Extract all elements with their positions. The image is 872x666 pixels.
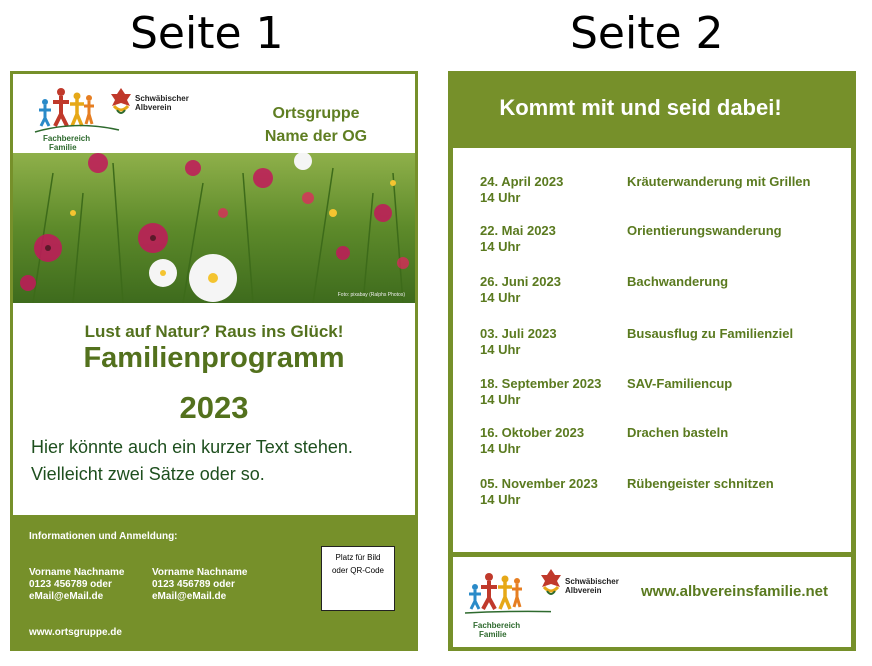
program-year: 2023 — [179, 390, 249, 425]
wildflower-photo — [13, 153, 415, 303]
fachbereich-label: Fachbereich Familie — [43, 134, 91, 152]
event-time: 14 Uhr — [480, 190, 521, 205]
page-1-flyer — [10, 71, 418, 651]
family-figures-icon — [461, 565, 551, 615]
page-1-label: Seite 1 — [130, 8, 284, 59]
sav-logo — [109, 86, 209, 136]
event-time: 14 Uhr — [480, 342, 521, 357]
program-title: Familienprogramm — [83, 342, 345, 374]
intro-text: Hier könnte auch ein kurzer Text stehen. Vielleicht zwei Sätze oder so. — [31, 437, 353, 484]
event-name: SAV-Familiencup — [627, 376, 733, 391]
local-group-title: Ortsgruppe Name der OG — [264, 105, 368, 145]
fachbereich-label: Fachbereich Familie — [473, 621, 521, 639]
sav-emblem-icon — [539, 567, 563, 599]
event-name: Bachwanderung — [627, 274, 729, 289]
event-list — [453, 148, 851, 552]
info-heading: Informationen und Anmeldung: — [29, 531, 178, 542]
family-website: www.albvereinsfamilie.net — [641, 583, 829, 600]
event-name: Drachen basteln — [627, 425, 729, 440]
event-name: Orientierungswanderung — [627, 223, 782, 238]
page-2-flyer — [448, 71, 856, 651]
sav-emblem-icon — [109, 86, 133, 118]
qr-code-placeholder: Platz für Bild oder QR-Code — [321, 546, 395, 611]
event-time: 14 Uhr — [480, 441, 521, 456]
contact-card: Vorname Nachname 0123 456789 oder eMail@eMail.de — [152, 567, 248, 602]
page-1-content — [13, 74, 415, 515]
contact-card: Vorname Nachname 0123 456789 oder eMail@eMail.de — [29, 567, 125, 602]
page-2-label: Seite 2 — [570, 8, 724, 59]
event-date: 03. Juli 2023 — [480, 326, 557, 341]
group-website: www.ortsgruppe.de — [29, 627, 122, 638]
tagline: Lust auf Natur? Raus ins Glück! — [84, 322, 344, 341]
event-date: 24. April 2023 — [480, 174, 564, 189]
event-name: Kräuterwanderung mit Grillen — [627, 174, 811, 189]
event-time: 14 Uhr — [480, 392, 521, 407]
page-2-footer — [453, 557, 851, 647]
sav-logo — [539, 567, 639, 617]
photo-credit: Foto: pixabay (Ralphs Photos) — [337, 292, 405, 298]
event-date: 26. Juni 2023 — [480, 274, 561, 289]
sav-label: Schwäbischer Albverein — [135, 94, 189, 112]
flowers-image — [13, 153, 415, 303]
family-figures-icon — [31, 84, 121, 134]
event-date: 05. November 2023 — [480, 476, 598, 491]
event-date: 18. September 2023 — [480, 376, 602, 391]
event-time: 14 Uhr — [480, 239, 521, 254]
page-2-heading: Kommt mit und seid dabei! — [499, 95, 782, 120]
fachbereich-familie-logo — [31, 84, 121, 152]
event-date: 22. Mai 2023 — [480, 223, 556, 238]
event-name: Rübengeister schnitzen — [627, 476, 774, 491]
event-name: Busausflug zu Familienziel — [627, 326, 794, 341]
event-time: 14 Uhr — [480, 290, 521, 305]
fachbereich-familie-logo — [461, 565, 551, 640]
sav-label: Schwäbischer Albverein — [565, 577, 619, 595]
event-time: 14 Uhr — [480, 492, 521, 507]
event-date: 16. Oktober 2023 — [480, 425, 585, 440]
